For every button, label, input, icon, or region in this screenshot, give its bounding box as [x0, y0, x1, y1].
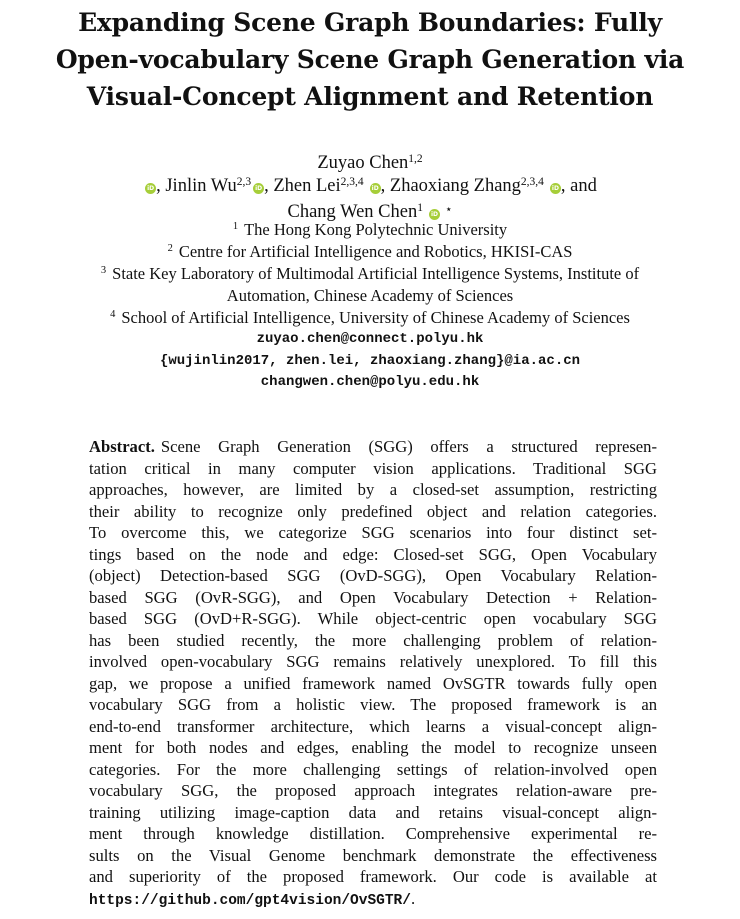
orcid-icon[interactable]: iD: [430, 211, 438, 218]
affiliation-2: [0, 241, 740, 263]
title-line-2: Open-vocabulary Scene Graph Generation via: [55, 45, 685, 74]
affil-num: 4: [110, 309, 116, 320]
author-line-1: [0, 152, 740, 175]
affiliation-4: [0, 307, 740, 329]
abstract-line: ment for both nodes and edges, enabling the model to recognize unseen: [89, 738, 657, 757]
abstract-line: vocabulary SGG, the proposed approach integrates relation-aware pre-: [89, 781, 657, 800]
title-line-1: Expanding Scene Graph Boundaries: Fully: [78, 8, 662, 37]
abstract-line: has been studied recently, the more challenging problem of relation-: [89, 630, 657, 650]
email-3[interactable]: changwen.chen@polyu.edu.hk: [260, 374, 480, 390]
affil-text: Centre for Artificial Intelligence and Robotics, HKISI-CAS: [178, 242, 573, 261]
abstract-line: tation critical in many computer vision applications. Traditional SGG: [89, 458, 657, 478]
abstract-line: (object) Detection-based SGG (OvD-SGG), Open Vocabulary Relation-: [89, 566, 657, 585]
abstract-line: ment through knowledge distillation. Comprehensive experimental re-: [89, 824, 657, 843]
abstract-line: and superiority of the proposed framework. Our code is available at: [89, 867, 657, 886]
abstract-line: gap, we propose a unified framework named OvSGTR towards fully open: [89, 673, 657, 693]
author-name: Chang Wen Chen: [287, 202, 418, 222]
author-affil-sup: 1: [417, 202, 423, 214]
abstract-line: based SGG (OvR-SGG), and Open Vocabulary Detection + Relation-: [89, 587, 657, 607]
affiliation-3: [0, 263, 740, 285]
author-name: Zuyao Chen: [317, 153, 409, 173]
author-affil-sup: 2,3,4: [340, 176, 364, 188]
orcid-icon[interactable]: iD: [255, 185, 263, 192]
orcid-icon[interactable]: iD: [147, 185, 155, 192]
email-2[interactable]: {wujinlin2017, zhen.lei, zhaoxiang.zhang}@ia.ac.cn: [159, 352, 581, 369]
author-name: Jinlin Wu: [165, 176, 237, 196]
orcid-icon[interactable]: iD: [371, 185, 379, 192]
abstract-line: training utilizing image-caption data and retains visual-concept align-: [89, 802, 657, 822]
title-line-3: Visual-Concept Alignment and Retention: [86, 82, 654, 111]
author-affil-sup: 2,3: [236, 176, 252, 188]
author-separator: ,: [264, 176, 269, 196]
affil-text: State Key Laboratory of Multimodal Artificial Intelligence Systems, Institute of: [112, 264, 640, 283]
abstract-line: sults on the Visual Genome benchmark demonstrate the effectiveness: [89, 845, 657, 865]
abstract-line: approaches, however, are limited by a closed-set assumption, restricting: [89, 480, 657, 499]
affiliations: [0, 219, 740, 394]
orcid-icon[interactable]: iD: [551, 185, 559, 192]
author-separator: ,: [156, 176, 161, 196]
abstract-line: Abstract. Scene Graph Generation (SGG) offers a structured represen-: [89, 437, 657, 456]
affiliation-3-cont: Automation, Chinese Academy of Sciences: [226, 286, 514, 305]
affil-num: 3: [100, 265, 107, 276]
author-name: Zhaoxiang Zhang: [389, 176, 521, 196]
abstract-line: To overcome this, we categorize SGG scenarios into four distinct set-: [89, 523, 657, 542]
abstract-line: involved open-vocabulary SGG remains relatively unexplored. To fill this: [89, 652, 657, 671]
abstract-end-period: .: [410, 888, 416, 908]
abstract-line: [89, 888, 657, 913]
affil-num: 2: [167, 243, 173, 254]
corresponding-star-icon: ⋆: [444, 202, 453, 216]
abstract-line: end-to-end transformer architecture, which learns a visual-concept align-: [89, 716, 657, 736]
code-link[interactable]: https://github.com/gpt4vision/OvSGTR/: [89, 892, 411, 909]
abstract-line: categories. For the more challenging settings of relation-involved open: [89, 759, 657, 779]
abstract-label: Abstract.: [89, 437, 155, 456]
paper-title: [0, 4, 740, 115]
abstract-line: tings based on the node and edge: Closed-set SGG, Open Vocabulary: [89, 544, 657, 564]
abstract-line: based SGG (OvD+R-SGG). While object-centric open vocabulary SGG: [89, 609, 657, 628]
author-and: , and: [560, 176, 597, 196]
author-affil-sup: 1,2: [408, 153, 423, 165]
email-1[interactable]: zuyao.chen@connect.polyu.hk: [256, 331, 484, 347]
author-list: [0, 152, 740, 224]
abstract: [89, 436, 657, 912]
affil-text: The Hong Kong Polytechnic University: [244, 220, 508, 239]
affil-text: School of Artificial Intelligence, University of Chinese Academy of Sciences: [121, 308, 630, 327]
author-separator: ,: [380, 176, 386, 196]
author-affil-sup: 2,3,4: [520, 176, 544, 188]
abstract-line: vocabulary SGG from a holistic view. The proposed framework is an: [89, 695, 657, 714]
abstract-line: their ability to recognize only predefined object and relation categories.: [89, 501, 657, 521]
affiliation-1: [0, 219, 740, 241]
author-name: Zhen Lei: [273, 176, 341, 196]
affil-num: 1: [232, 221, 239, 232]
